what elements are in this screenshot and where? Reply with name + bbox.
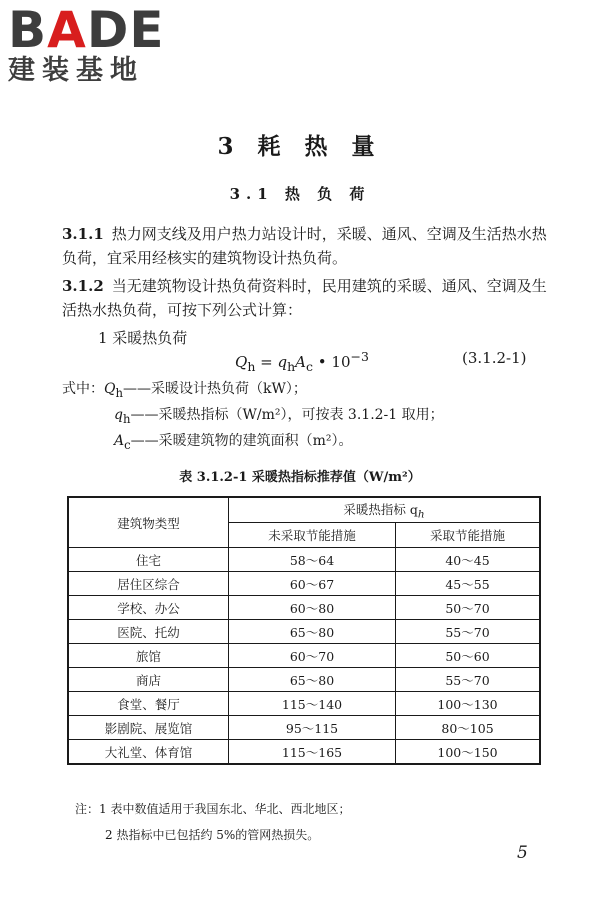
column-group-label: 采暖热指标 q xyxy=(343,501,418,517)
cell-no-saving: 60～67 xyxy=(228,572,395,596)
cell-building-type: 居住区综合 xyxy=(68,572,228,596)
cell-building-type: 住宅 xyxy=(68,548,228,572)
table-row xyxy=(68,692,540,716)
cell-saving: 80～105 xyxy=(396,716,540,740)
definition-text: ——采暖热指标（W/m²），可按表 3.1.2-1 取用； xyxy=(130,407,444,423)
cell-building-type: 医院、托幼 xyxy=(68,620,228,644)
cell-no-saving: 65～80 xyxy=(228,668,395,692)
cell-saving: 100～150 xyxy=(396,740,540,765)
clause-number: 3.1.2 xyxy=(62,277,104,295)
table-caption: 表 3.1.2-1 采暖热指标推荐值（W/m²） xyxy=(179,470,421,485)
clause-text: 热力网支线及用户热力站设计时，采暖、通风、空调及生活热水热负荷，宜采用经核实的建筑物设计热负荷。 xyxy=(62,225,547,267)
definition-qh-load xyxy=(62,377,307,405)
definition-symbol: A xyxy=(114,433,125,449)
cell-building-type: 食堂、餐厅 xyxy=(68,692,228,716)
formula-subscript: h xyxy=(247,359,256,374)
table-row xyxy=(68,596,540,620)
formula-equals: = xyxy=(255,353,278,371)
cell-saving: 55～70 xyxy=(396,668,540,692)
heat-load-formula xyxy=(235,349,369,374)
formula-symbol: q xyxy=(277,353,288,371)
definition-symbol: Q xyxy=(104,381,116,397)
column-group-subscript: h xyxy=(417,508,425,521)
chapter-title: 3 耗 热 量 xyxy=(217,133,383,160)
definition-prefix: 式中： xyxy=(62,381,104,397)
definition-text: ——采暖建筑物的建筑面积（m²）。 xyxy=(130,433,353,449)
cell-saving: 40～45 xyxy=(396,548,540,572)
logo-letters-de: DE xyxy=(86,1,165,59)
cell-saving: 45～55 xyxy=(396,572,540,596)
table-row xyxy=(68,644,540,668)
table-row xyxy=(68,668,540,692)
definition-subscript: h xyxy=(115,385,123,400)
cell-no-saving: 58～64 xyxy=(228,548,395,572)
definition-text: ——采暖设计热负荷（kW）； xyxy=(123,381,307,397)
section-title: 3.1 热 负 荷 xyxy=(229,185,371,203)
cell-building-type: 影剧院、展览馆 xyxy=(68,716,228,740)
definition-ac-area xyxy=(114,429,353,457)
table-row xyxy=(68,740,540,765)
column-header-no-saving: 未采取节能措施 xyxy=(228,523,395,548)
cell-no-saving: 115～140 xyxy=(228,692,395,716)
formula-subscript: h xyxy=(287,359,296,374)
brand-logo xyxy=(8,1,178,86)
cell-no-saving: 115～165 xyxy=(228,740,395,765)
logo-letter-b: B xyxy=(8,1,48,59)
cell-building-type: 学校、办公 xyxy=(68,596,228,620)
cell-no-saving: 95～115 xyxy=(228,716,395,740)
clause-text: 当无建筑物设计热负荷资料时，民用建筑的采暖、通风、空调及生活热水热负荷，可按下列公式计算： xyxy=(62,277,547,319)
cell-building-type: 大礼堂、体育馆 xyxy=(68,740,228,765)
table-row xyxy=(68,548,540,572)
column-group-header xyxy=(228,497,540,523)
subclause-heading: 1 采暖热负荷 xyxy=(98,329,188,347)
formula-number: (3.1.2-1) xyxy=(462,349,527,367)
table-row xyxy=(68,716,540,740)
table-row xyxy=(68,620,540,644)
logo-subtitle: 建装基地 xyxy=(8,55,144,86)
definition-symbol: q xyxy=(114,407,123,423)
cell-no-saving: 60～70 xyxy=(228,644,395,668)
cell-saving: 100～130 xyxy=(396,692,540,716)
cell-saving: 50～60 xyxy=(396,644,540,668)
cell-building-type: 旅馆 xyxy=(68,644,228,668)
cell-building-type: 商店 xyxy=(68,668,228,692)
heating-index-table xyxy=(67,496,541,765)
cell-no-saving: 60～80 xyxy=(228,596,395,620)
page-number: 5 xyxy=(517,843,528,863)
definition-subscript: h xyxy=(122,411,131,426)
formula-exponent: −3 xyxy=(350,349,369,364)
table-row xyxy=(68,572,540,596)
cell-no-saving: 65～80 xyxy=(228,620,395,644)
cell-saving: 50～70 xyxy=(396,596,540,620)
formula-symbol: Q xyxy=(235,353,248,371)
column-header-saving: 采取节能措施 xyxy=(396,523,540,548)
note-1: 注：1 表中数值适用于我国东北、华北、西北地区； xyxy=(75,802,351,816)
cell-saving: 55～70 xyxy=(396,620,540,644)
logo-wordmark xyxy=(8,1,178,59)
formula-subscript: c xyxy=(306,359,314,374)
clause-3-1-1 xyxy=(62,222,552,270)
table-body xyxy=(68,548,540,765)
note-2: 2 热指标中已包括约 5%的管网热损失。 xyxy=(105,828,320,842)
clause-3-1-2 xyxy=(62,274,552,322)
logo-letter-a: A xyxy=(47,1,87,59)
column-header-building-type: 建筑物类型 xyxy=(68,497,228,548)
clause-number: 3.1.1 xyxy=(62,225,104,243)
formula-factor: • 10 xyxy=(313,353,351,371)
formula-symbol: A xyxy=(295,353,306,371)
table-notes xyxy=(75,796,350,848)
definition-subscript: c xyxy=(124,437,131,452)
definition-qh-index xyxy=(114,403,444,431)
